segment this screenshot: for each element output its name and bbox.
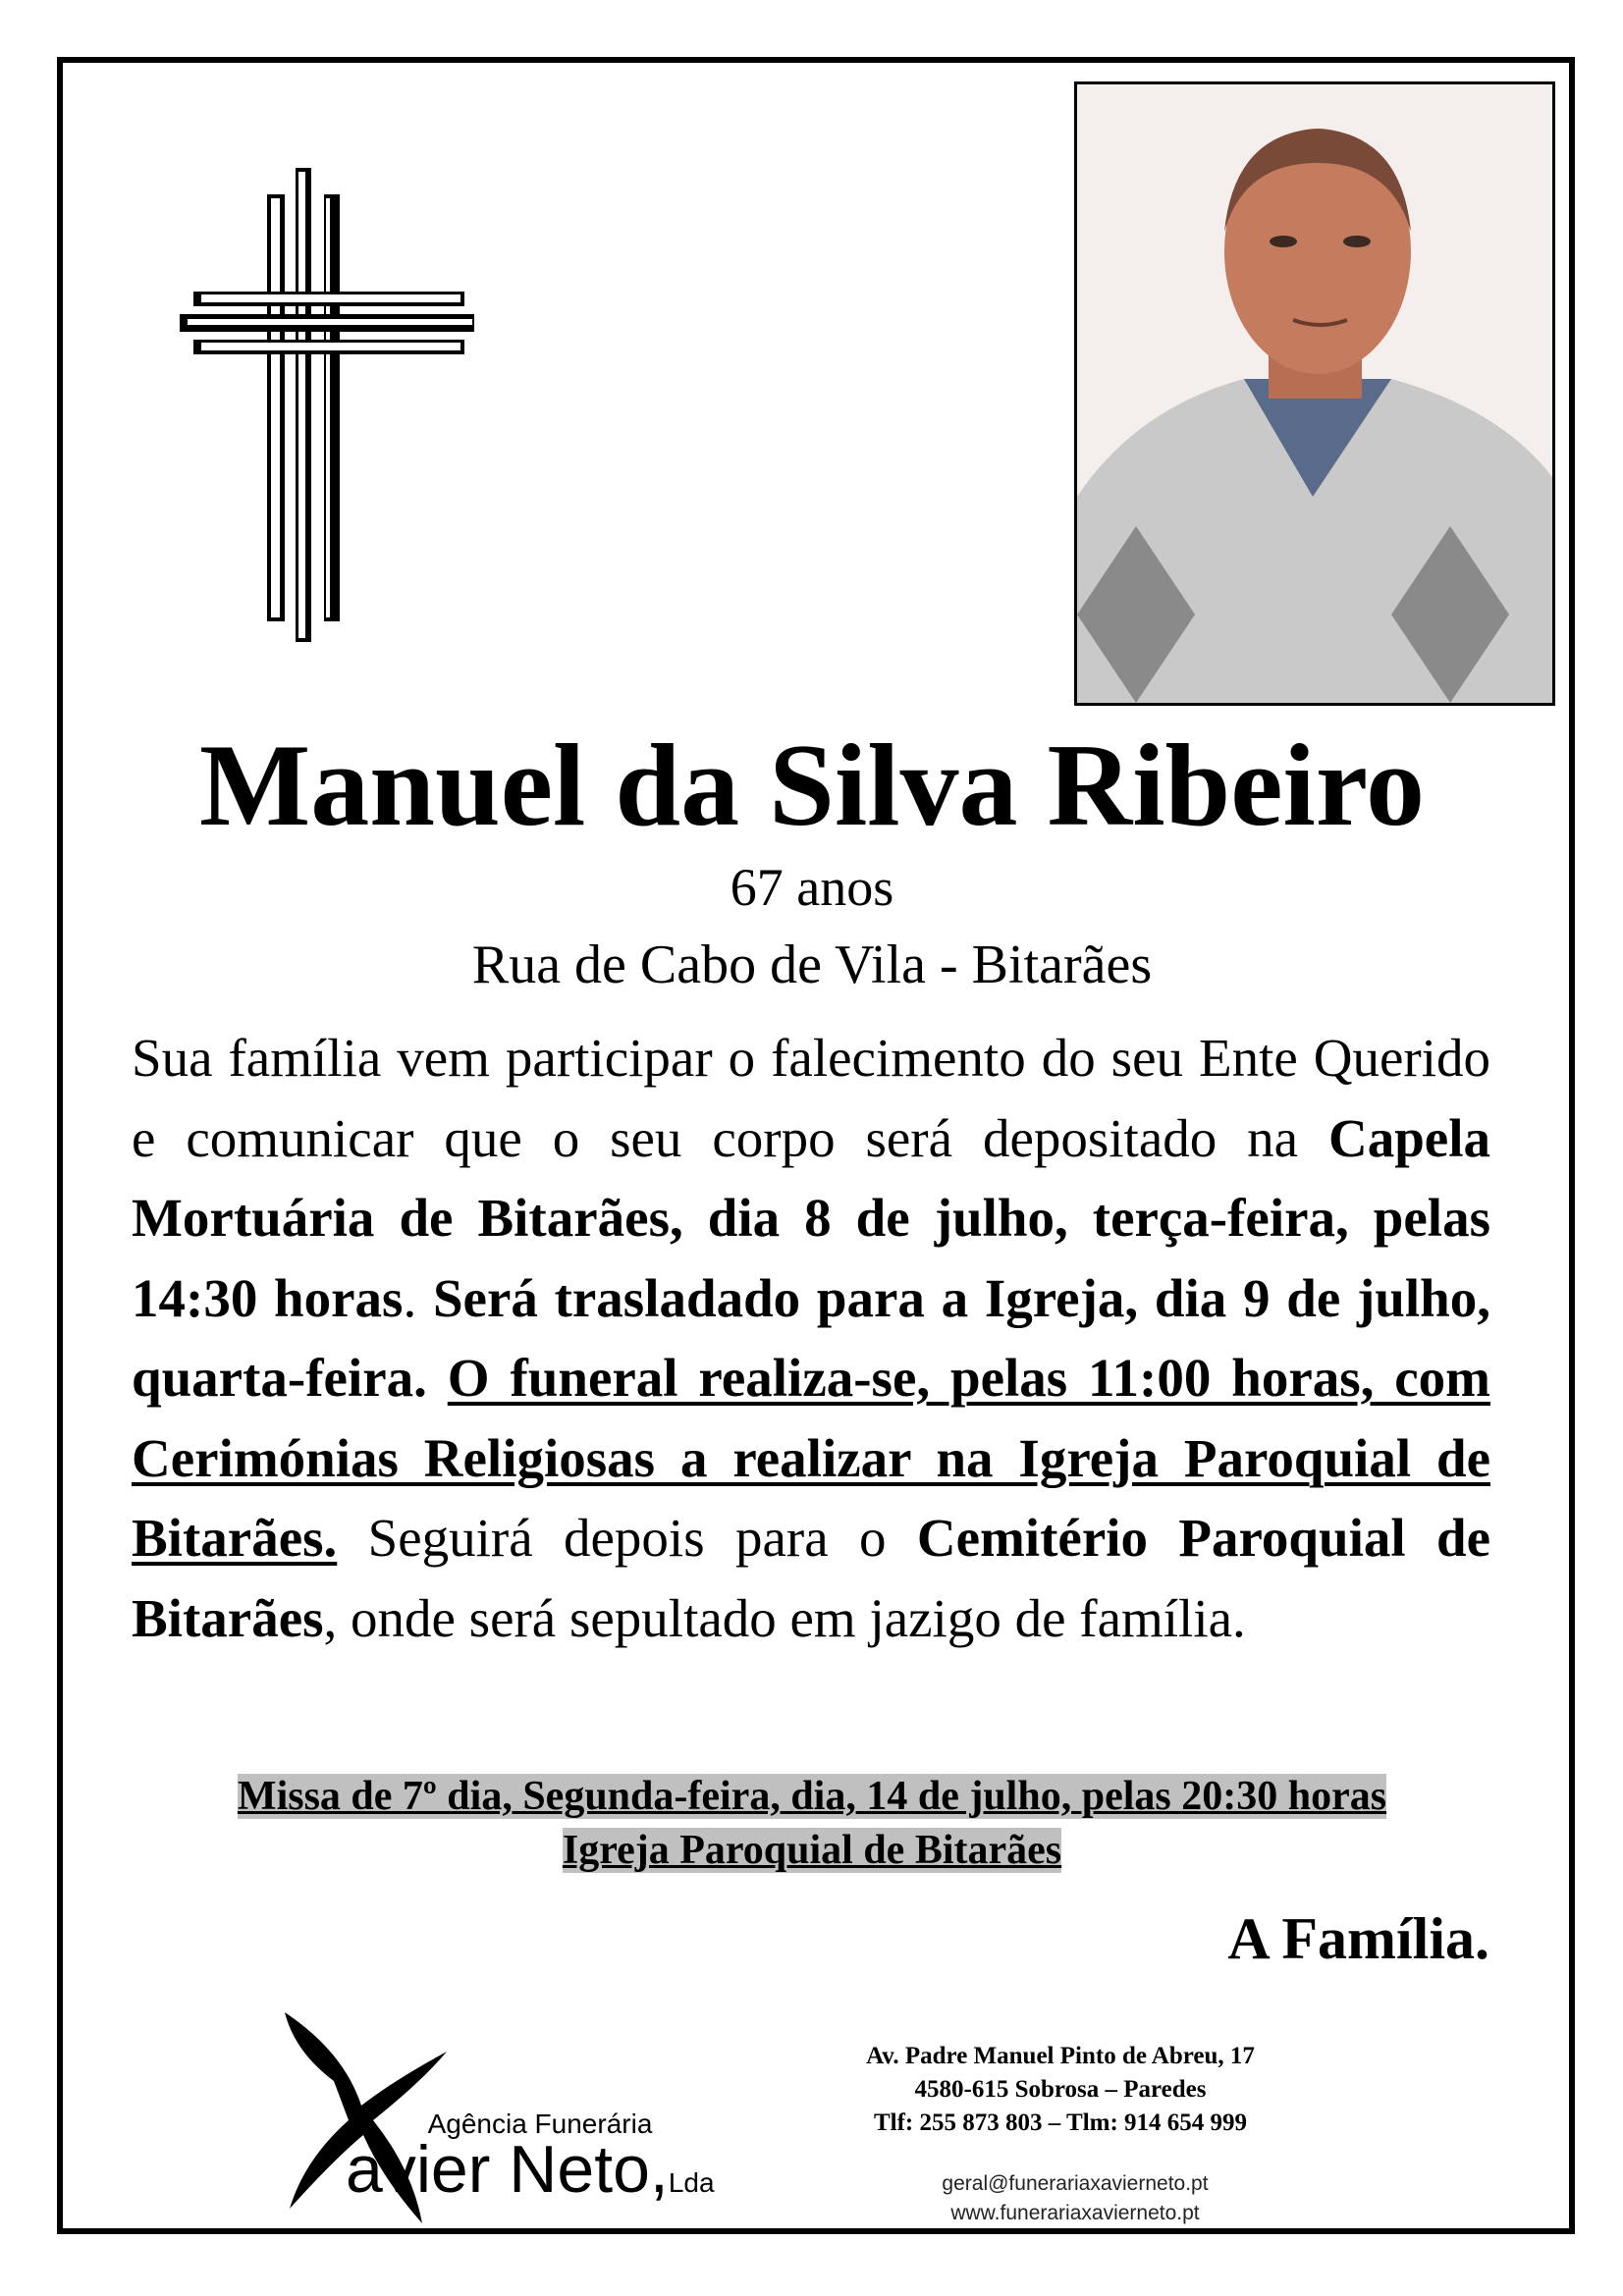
cross-icon — [180, 168, 476, 678]
agency-name — [346, 2130, 715, 2222]
deceased-photo — [1074, 81, 1555, 706]
agency-phones: Tlf: 255 873 803 – Tlm: 914 654 999 — [873, 2109, 1248, 2136]
agency-subtitle: Agência Funerária — [427, 2109, 653, 2139]
deceased-age: 67 anos — [730, 858, 894, 917]
agency-email[interactable]: geral@funerariaxavierneto.pt — [942, 2172, 1209, 2195]
agency-address-line1: Av. Padre Manuel Pinto de Abreu, 17 — [866, 2043, 1255, 2069]
agency-website[interactable]: www.funerariaxavierneto.pt — [950, 2202, 1200, 2224]
signature: A Família. — [1227, 1906, 1489, 1971]
mass-notice — [59, 1770, 1565, 1878]
funeral-details: O funeral realiza-se, pelas 11:00 horas, com Cerimónias Religiosas a realizar na Igreja Paroquial de Bitarães. — [132, 1348, 1490, 1568]
mass-date: Missa de 7º dia, Segunda-feira, dia, 14 de julho, pelas 20:30 horas — [237, 1774, 1387, 1819]
cemetery-name: Cemitério Paroquial de Bitarães — [132, 1508, 1490, 1648]
agency-web — [903, 2169, 1247, 2228]
agency-suffix: Lda — [668, 2167, 715, 2198]
chapel-details: Capela Mortuária de Bitarães, dia 8 de julho, terça-feira, pelas 14:30 horas — [132, 1107, 1490, 1328]
transfer-details: Será trasladado para a Igreja, dia 9 de julho, quarta-feira. — [132, 1267, 1490, 1408]
mass-location: Igreja Paroquial de Bitarães — [562, 1828, 1062, 1873]
agency-name-text: avier Neto, — [346, 2132, 669, 2207]
text-segment: . — [403, 1267, 433, 1328]
agency-address-line2: 4580-615 Sobrosa – Paredes — [914, 2076, 1207, 2103]
text-segment: , onde será sepultado em jazigo de família. — [323, 1587, 1246, 1648]
text-segment: Sua família vem participar o falecimento do seu Ente Querido e comunicar que o seu corpo será depositado na — [132, 1028, 1490, 1168]
text-segment: Seguirá depois para o — [337, 1508, 917, 1568]
deceased-address: Rua de Cabo de Vila - Bitarães — [471, 934, 1153, 995]
announcement-text — [132, 1018, 1490, 1658]
agency-contact — [854, 2040, 1267, 2140]
deceased-name: Manuel da Silva Ribeiro — [199, 720, 1425, 850]
